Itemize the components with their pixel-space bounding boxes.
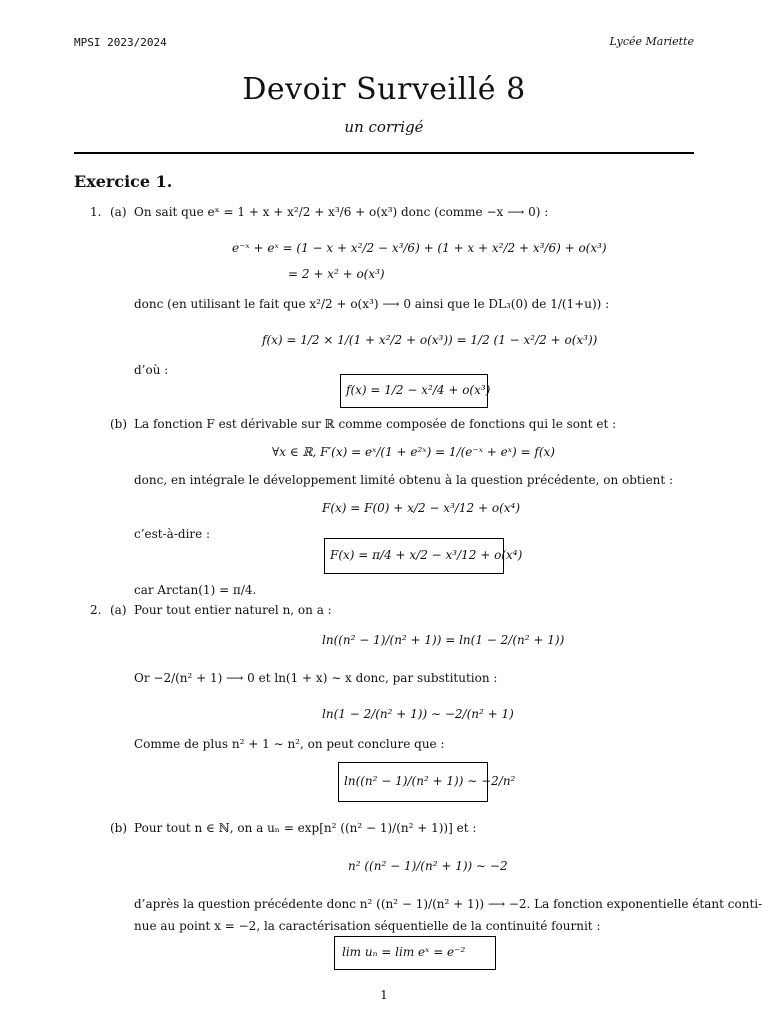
header-course: MPSI 2023/2024 (74, 36, 167, 49)
q1a-dou: d’où : (134, 363, 169, 377)
q1b-intro: La fonction F est dérivable sur ℝ comme composée de fonctions qui le sont et : (134, 417, 617, 431)
title-rule (74, 152, 694, 154)
q1b-cad: c’est-à-dire : (134, 527, 211, 541)
part-1b-label: (b) (110, 417, 128, 431)
q2a-eq1: ln((n² − 1)/(n² + 1)) = ln(1 − 2/(n² + 1)) (322, 633, 565, 647)
exercise-heading: Exercice 1. (74, 172, 173, 191)
q1a-using: donc (en utilisant le fait que x²/2 + o(x³) ⟶ 0 ainsi que le DL₃(0) de 1/(1+u)) : (134, 297, 610, 311)
q1b-eq2: F(x) = F(0) + x/2 − x³/12 + o(x⁴) (322, 501, 521, 515)
q1a-intro: On sait que eˣ = 1 + x + x²/2 + x³/6 + o(x³) donc (comme −x ⟶ 0) : (134, 205, 549, 219)
q1b-integrate: donc, en intégrale le développement limité obtenu à la question précédente, on obtient : (134, 473, 674, 487)
part-2a-label: (a) (110, 603, 127, 617)
question-2-label: 2. (90, 603, 102, 617)
header-school: Lycée Mariette (609, 35, 694, 48)
part-1a-label: (a) (110, 205, 127, 219)
part-2b-label: (b) (110, 821, 128, 835)
q1a-result: f(x) = 1/2 − x²/4 + o(x³) (346, 383, 491, 397)
q1a-eq1: e⁻ˣ + eˣ = (1 − x + x²/2 − x³/6) + (1 + x + x²/2 + x³/6) + o(x³) (232, 241, 607, 255)
q1b-eq1: ∀x ∈ ℝ, F′(x) = eˣ/(1 + e²ˣ) = 1/(e⁻ˣ + eˣ) = f(x) (272, 445, 555, 459)
q2a-result: ln((n² − 1)/(n² + 1)) ∼ −2/n² (344, 774, 516, 788)
q2b-nue: nue au point x = −2, la caractérisation séquentielle de la continuité fournit : (134, 919, 601, 933)
q2a-or: Or −2/(n² + 1) ⟶ 0 et ln(1 + x) ∼ x donc, par substitution : (134, 671, 498, 685)
q2b-eq1: n² ((n² − 1)/(n² + 1)) ∼ −2 (348, 859, 508, 873)
document-subtitle: un corrigé (344, 118, 424, 136)
q2b-intro: Pour tout n ∈ ℕ, on a uₙ = exp[n² ((n² − 1)/(n² + 1))] et : (134, 821, 477, 835)
q1a-eq3: f(x) = 1/2 × 1/(1 + x²/2 + o(x³)) = 1/2 (1 − x²/2 + o(x³)) (262, 333, 598, 347)
q1b-arctan: car Arctan(1) = π/4. (134, 583, 257, 597)
q2b-apres: d’après la question précédente donc n² ((n² − 1)/(n² + 1)) ⟶ −2. La fonction exponentielle étant conti- (134, 897, 763, 911)
question-1-label: 1. (90, 205, 102, 219)
q2a-eq2: ln(1 − 2/(n² + 1)) ∼ −2/(n² + 1) (322, 707, 514, 721)
document-title: Devoir Surveillé 8 (242, 72, 526, 107)
page-number: 1 (380, 988, 388, 1002)
q2b-result: lim uₙ = lim eˣ = e⁻² (342, 945, 466, 959)
q1b-result: F(x) = π/4 + x/2 − x³/12 + o(x⁴) (330, 548, 523, 562)
q2a-intro: Pour tout entier naturel n, on a : (134, 603, 332, 617)
q2a-comme: Comme de plus n² + 1 ∼ n², on peut conclure que : (134, 737, 445, 751)
q1a-eq2: = 2 + x² + o(x³) (288, 267, 385, 281)
